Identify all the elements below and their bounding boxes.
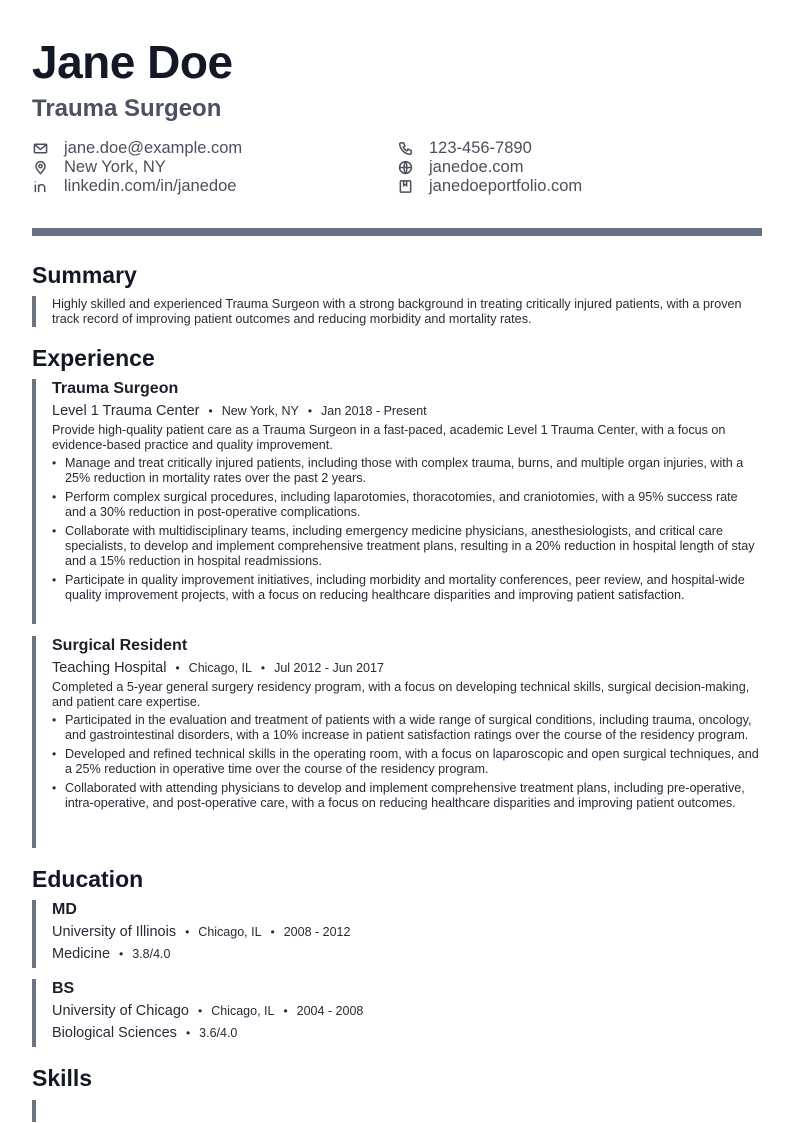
- job-dates: Jan 2018 - Present: [321, 404, 427, 418]
- phone-icon: [397, 141, 413, 157]
- job-bullet: • Participated in the evaluation and treatment of patients with a wide range of surgical conditions, including trauma, oncology, and gastrointestinal disorders, with a 10% increase in patient satisfaction ratings over the course of the residency program.: [52, 713, 762, 743]
- job-title: Trauma Surgeon: [52, 380, 179, 397]
- skills-heading: Skills: [32, 1065, 93, 1091]
- contact-portfolio-text: janedoeportfolio.com: [429, 177, 583, 195]
- candidate-name: Jane Doe: [32, 36, 233, 88]
- contact-website-text: janedoe.com: [429, 158, 524, 176]
- summary-text: Highly skilled and experienced Trauma Surgeon with a strong background in treating critically injured patients, with a proven track record of improving patient outcomes and reducing morbidity and mortality rates.: [52, 297, 742, 326]
- mail-icon: [32, 141, 48, 157]
- education-item: [32, 900, 762, 968]
- job-bullet: • Collaborate with multidisciplinary teams, including emergency medicine physicians, anesthesiologists, and critical care specialists, to develop and implement comprehensive treatment plans, resulting in a 20% reduction in hospital length of stay and a 15% reduction in hospital readmissions.: [52, 524, 762, 569]
- job-bullet: • Perform complex surgical procedures, including laparotomies, thoracotomies, and craniotomies, with a 95% success rate and a 30% reduction in post-operative complications.: [52, 490, 762, 520]
- edu-degree: MD: [52, 901, 77, 918]
- separator-dot: •: [260, 661, 266, 675]
- job-dates: Jul 2012 - Jun 2017: [274, 661, 384, 675]
- job-title: Surgical Resident: [52, 637, 188, 654]
- contact-column-right: [397, 139, 582, 196]
- separator-dot: •: [198, 1004, 203, 1018]
- edu-location: Chicago, IL: [211, 1004, 275, 1018]
- edu-dates: 2008 - 2012: [283, 925, 351, 939]
- job-location: Chicago, IL: [188, 661, 252, 675]
- edu-field: Medicine: [52, 946, 111, 962]
- contact-column-left: [32, 139, 242, 196]
- map-pin-icon: [32, 160, 48, 176]
- contact-portfolio[interactable]: [397, 177, 582, 196]
- separator-dot: •: [270, 925, 275, 939]
- experience-item: [32, 379, 762, 624]
- job-description: Completed a 5-year general surgery residency program, with a focus on developing technical skills, surgical decision-making, and patient care expertise.: [52, 680, 750, 709]
- job-bullet: • Developed and refined technical skills in the operating room, with a focus on laparoscopic and open surgical techniques, and a 25% reduction in operative time over the course of the residency program.: [52, 747, 762, 777]
- contact-website[interactable]: [397, 158, 582, 177]
- separator-dot: •: [175, 661, 180, 675]
- experience-heading: Experience: [32, 345, 155, 371]
- edu-gpa: 3.6/4.0: [199, 1026, 238, 1040]
- edu-school-row: [52, 922, 762, 942]
- contact-linkedin[interactable]: [32, 177, 242, 196]
- separator-dot: •: [185, 1026, 191, 1040]
- contact-phone-text: 123-456-7890: [429, 139, 532, 157]
- separator-dot: •: [185, 925, 190, 939]
- job-location: New York, NY: [221, 404, 299, 418]
- separator-dot: •: [208, 404, 213, 418]
- bookmark-icon: [397, 179, 413, 195]
- job-bullet: • Collaborated with attending physicians to develop and implement comprehensive treatment plans, including pre-operative, intra-operative, and post-operative care, with a focus on reducing healthcare disparities and improving patient outcomes.: [52, 781, 762, 811]
- separator-dot: •: [307, 404, 313, 418]
- edu-field: Biological Sciences: [52, 1025, 177, 1041]
- edu-dates: 2004 - 2008: [296, 1004, 364, 1018]
- job-bullet: • Participate in quality improvement initiatives, including morbidity and mortality conferences, peer review, and hospital-wide quality improvement projects, with a focus on reducing healthcare disparities and improving patient satisfaction.: [52, 573, 762, 603]
- contact-location: [32, 158, 242, 177]
- candidate-title: Trauma Surgeon: [32, 95, 222, 122]
- edu-school: University of Chicago: [52, 1003, 189, 1019]
- summary-block: [32, 296, 762, 327]
- job-bullets: [52, 456, 762, 603]
- separator-dot: •: [119, 947, 124, 961]
- job-description: Provide high-quality patient care as a Trauma Surgeon in a fast-paced, academic Level 1 Trauma Center, with a focus on evidence-based practice and quality improvement.: [52, 423, 726, 452]
- summary-heading: Summary: [32, 262, 137, 288]
- contact-email-text: jane.doe@example.com: [64, 139, 243, 157]
- job-org: Teaching Hospital: [52, 660, 167, 676]
- contact-location-text: New York, NY: [64, 158, 166, 176]
- job-meta: [52, 401, 762, 421]
- job-bullets: [52, 713, 762, 811]
- edu-school-row: [52, 1001, 762, 1021]
- job-meta: [52, 658, 762, 678]
- separator-dot: •: [283, 1004, 288, 1018]
- edu-location: Chicago, IL: [198, 925, 262, 939]
- linkedin-icon: [32, 179, 48, 195]
- contact-linkedin-text: linkedin.com/in/janedoe: [64, 177, 237, 195]
- contact-email[interactable]: [32, 139, 242, 158]
- education-heading: Education: [32, 866, 144, 892]
- job-bullet: • Manage and treat critically injured patients, including those with complex trauma, burns, and multiple organ injuries, with a 25% reduction in mortality rates over the past 2 years.: [52, 456, 762, 486]
- experience-item: [32, 636, 762, 848]
- header-divider: [32, 228, 762, 236]
- edu-school: University of Illinois: [52, 924, 177, 940]
- edu-field-row: [52, 944, 762, 964]
- education-item: [32, 979, 762, 1047]
- job-org: Level 1 Trauma Center: [52, 403, 200, 419]
- contact-phone[interactable]: [397, 139, 582, 158]
- skills-block: [32, 1100, 762, 1122]
- edu-degree: BS: [52, 980, 75, 997]
- edu-gpa: 3.8/4.0: [132, 947, 171, 961]
- edu-field-row: [52, 1023, 762, 1043]
- globe-icon: [397, 160, 413, 176]
